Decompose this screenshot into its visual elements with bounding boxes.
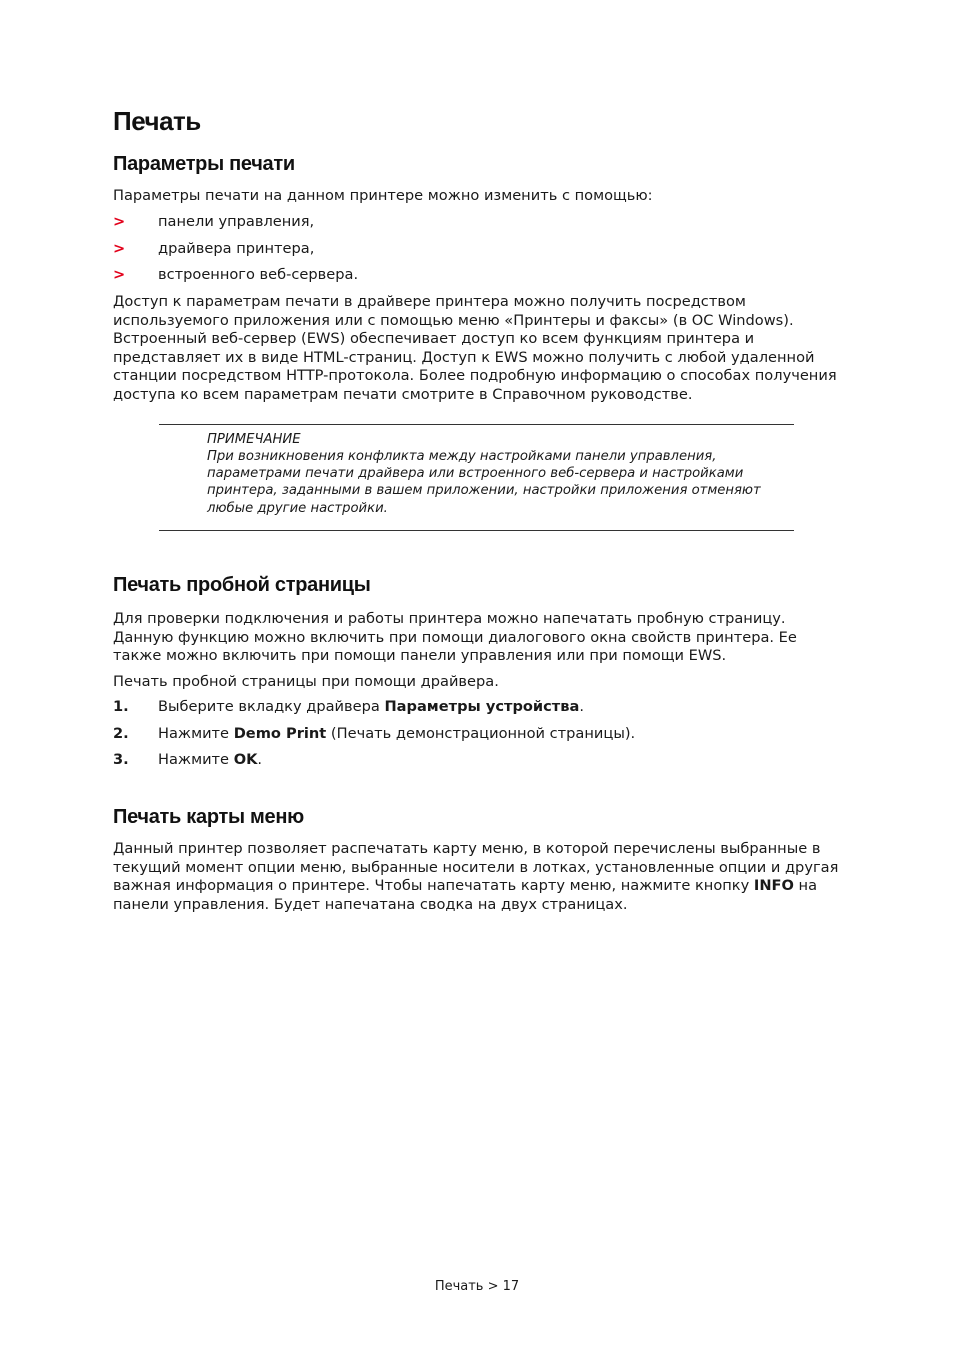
note-label: ПРИМЕЧАНИЕ xyxy=(207,432,301,447)
section3-text: Данный принтер позволяет распечатать карту меню, в которой перечислены выбранные в текущий момент опции меню, выбранные носители в лотках, установленные опции и другая важная информация о принтере. Чтобы напечатать карту меню, нажмите кнопку xyxy=(113,840,839,895)
bullet-arrow-icon: > xyxy=(113,266,126,283)
step-text-end: . xyxy=(579,698,584,715)
step-text: Выберите вкладку драйвера xyxy=(158,698,385,715)
step-text: Нажмите xyxy=(158,751,234,768)
note-top-divider xyxy=(159,424,794,425)
note-text: При возникновения конфликта между настройками панели управления, параметрами печати драйвера или встроенного веб-сервера и настройками принтера, заданными в вашем приложении, настройки приложения отменяют любые другие настройки. xyxy=(207,449,761,516)
bullet-arrow-icon: > xyxy=(113,240,126,257)
section-heading-test-page: Печать пробной страницы xyxy=(113,574,371,596)
step-ui-label: OK xyxy=(233,751,258,768)
section2-paragraph: Для проверки подключения и работы принтера можно напечатать пробную страницу. Данную функцию можно включить при помощи диалогового окна свойств принтера. Ее также можно включить при помощи панели управления или при помощи EWS. xyxy=(113,610,797,665)
section3-text-end: на панели управления. Будет напечатана сводка на двух страницах. xyxy=(113,877,818,913)
step-text-end: . xyxy=(257,751,263,768)
list-item-text: драйвера принтера, xyxy=(158,240,315,257)
section1-intro: Параметры печати на данном принтере можно изменить с помощью: xyxy=(113,187,653,204)
section1-paragraph: Доступ к параметрам печати в драйвере принтера можно получить посредством используемого приложения или с помощью меню «Принтеры и факсы» (в ОС Windows). Встроенный веб-сервер (EWS) обеспечивает доступ ко всем функциям принтера и представляет их в виде HTML-страниц. Доступ к EWS можно получить с любой удаленной станции посредством HTTP-протокола. Более подробную информацию о способах получения доступа ко всем параметрам печати смотрите в Справочном руководстве. xyxy=(113,293,837,403)
step-text-end: (Печать демонстрационной страницы). xyxy=(326,725,636,742)
step-number: 1. xyxy=(113,698,129,715)
note-bottom-divider xyxy=(159,530,794,531)
section-heading-menu-map: Печать карты меню xyxy=(113,806,304,828)
step-text: Нажмите xyxy=(158,725,234,742)
step-number: 3. xyxy=(113,751,129,768)
section2-intro: Печать пробной страницы при помощи драйвера. xyxy=(113,673,499,690)
list-item-text: встроенного веб-сервера. xyxy=(158,266,359,283)
section-heading-print-params: Параметры печати xyxy=(113,153,295,175)
step-ui-label: Demo Print xyxy=(233,725,327,742)
section3-paragraph xyxy=(113,840,843,914)
bullet-arrow-icon: > xyxy=(113,213,126,230)
list-item-text: панели управления, xyxy=(158,213,315,230)
step-number: 2. xyxy=(113,725,129,742)
info-key-label: INFO xyxy=(753,877,794,895)
page-title: Печать xyxy=(113,106,201,136)
step-ui-label: Параметры устройства xyxy=(384,698,580,715)
page-footer: Печать > 17 xyxy=(434,1279,520,1294)
